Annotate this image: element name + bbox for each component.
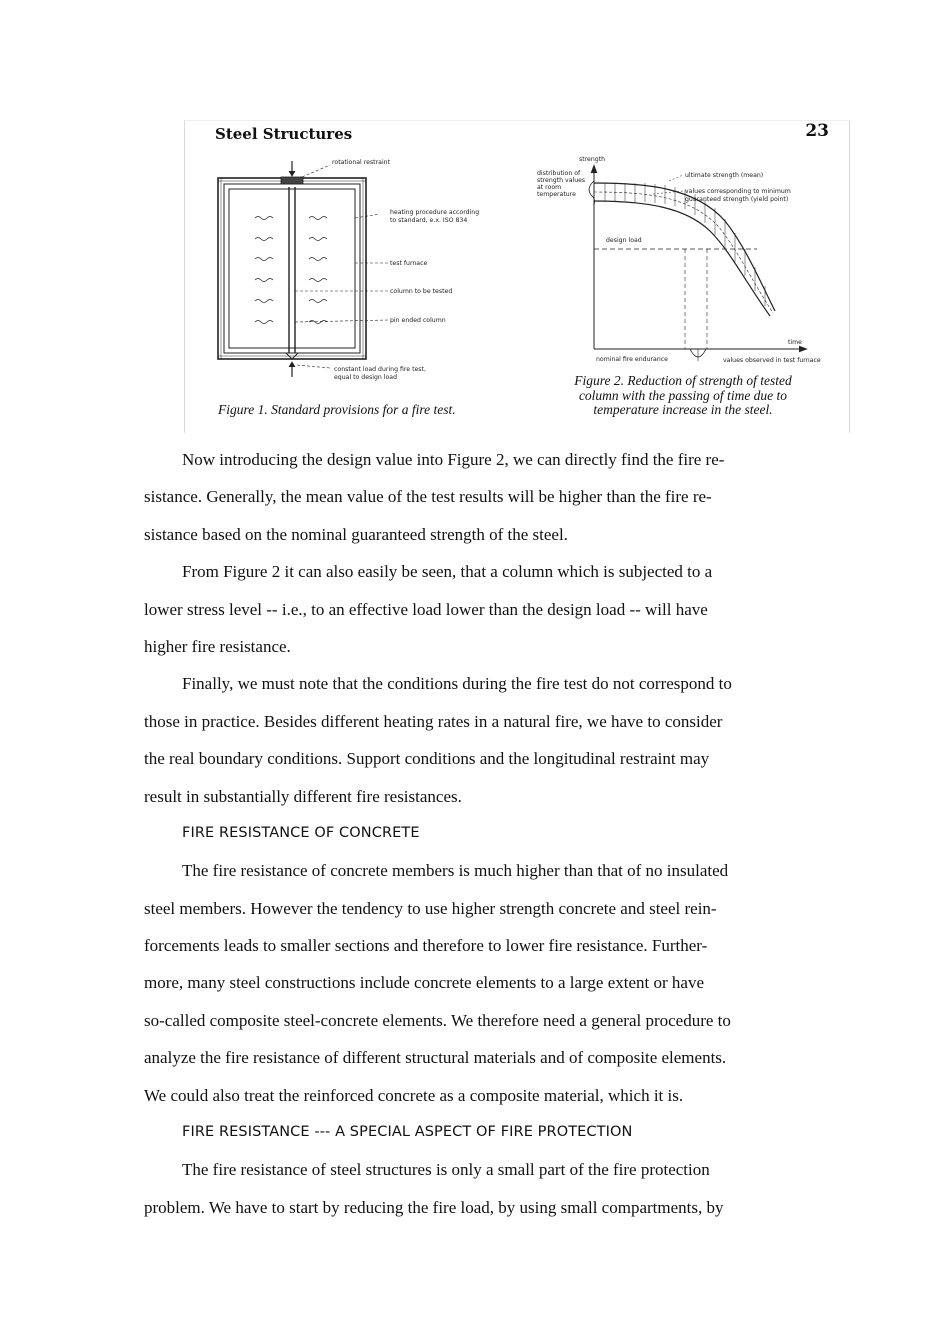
section-heading: FIRE RESISTANCE OF CONCRETE [182,824,420,841]
label-nominal: nominal fire endurance [596,356,668,363]
figure-2-caption-line: temperature increase in the steel. [593,402,773,417]
paragraph-line: Finally, we must note that the conditions during the fire test do not correspond to [182,674,732,694]
label-dist-4: temperature [537,191,576,198]
paragraph-line: sistance. Generally, the mean value of the test results will be higher than the fire re- [144,487,712,507]
label-load-1: constant load during fire test, [334,366,426,373]
paragraph-line: forcements leads to smaller sections and therefore to lower fire resistance. Further- [144,936,708,956]
paragraph-line: result in substantially different fire resistances. [144,786,462,806]
paragraph-line: The fire resistance of concrete members is much higher than that of no insulated [182,861,729,881]
label-dist-1: distribution of [537,170,581,177]
label-heating-1: heating procedure according [390,209,480,216]
figure-2-caption [533,374,833,418]
paragraph-line: sistance based on the nominal guaranteed strength of the steel. [144,524,568,544]
paragraph-line: more, many steel constructions include concrete elements to a large extent or have [144,973,705,993]
paragraph-line: lower stress level -- i.e., to an effective load lower than the design load -- will have [144,599,708,619]
paragraph-line: steel members. However the tendency to use higher strength concrete and steel rein- [144,898,717,918]
label-dist-3: at room [537,184,562,191]
paragraph-line: From Figure 2 it can also easily be seen, that a column which is subjected to a [182,562,713,582]
paragraph-line: those in practice. Besides different heating rates in a natural fire, we have to consider [144,711,723,731]
section-heading: FIRE RESISTANCE --- A SPECIAL ASPECT OF FIRE PROTECTION [182,1124,633,1141]
paragraph-line: so-called composite steel-concrete elements. We therefore need a general procedure to [144,1010,731,1030]
figure-2-caption-line: Figure 2. Reduction of strength of tested [574,373,792,388]
label-values-2: guaranteed strength (yield point) [685,196,789,203]
label-test-furnace: test furnace [390,260,428,267]
figure-panel [184,120,850,433]
paragraph-line: Now introducing the design value into Figure 2, we can directly find the fire re- [182,450,725,469]
paragraph-line: analyze the fire resistance of different structural materials and of composite elements. [144,1048,727,1068]
label-load-2: equal to design load [334,374,398,381]
furnace-diagram [218,161,388,377]
paragraph-line: problem. We have to start by reducing the fire load, by using small compartments, by [144,1197,724,1217]
figure-1-caption: Figure 1. Standard provisions for a fire test. [218,402,456,417]
paragraph-line: higher fire resistance. [144,636,291,656]
paragraph-line: The fire resistance of steel structures is only a small part of the fire protection [182,1160,710,1180]
paragraph-line: the real boundary conditions. Support conditions and the longitudinal restraint may [144,749,710,769]
body-text [144,441,820,1226]
label-time: time [788,339,802,346]
label-rotational-restraint: rotational restraint [332,159,391,166]
running-header: Steel Structures [215,125,353,143]
label-pin-ended: pin ended column [390,317,446,324]
graph-labels [537,156,821,364]
label-ultimate: ultimate strength (mean) [685,172,764,179]
label-design-load: design load [606,237,642,244]
label-dist-2: strength values [537,177,586,184]
paragraph-line: We could also treat the reinforced concrete as a composite material, which it is. [144,1085,684,1105]
label-observed: values observed in test furnace [723,357,821,364]
label-column: column to be tested [390,288,453,295]
label-values-1: values corresponding to minimum [685,188,791,195]
label-heating-2: to standard, e.x. ISO 834 [390,217,468,224]
figure-2-caption-line: column with the passing of time due to [578,387,788,403]
label-strength: strength [579,156,606,163]
page-number: 23 [805,121,829,141]
